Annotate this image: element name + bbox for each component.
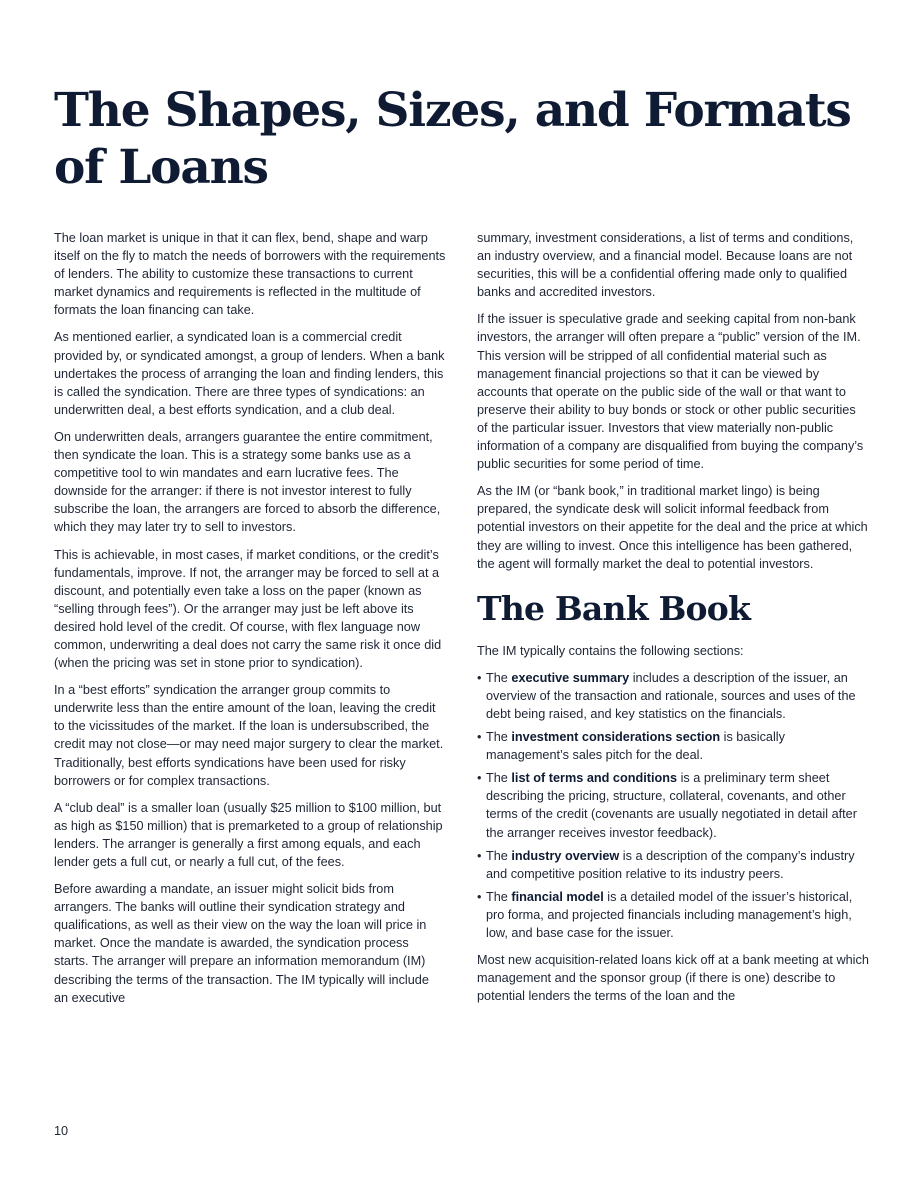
im-sections-list	[477, 669, 869, 942]
right-column	[477, 229, 869, 1014]
bullet-text: is a preliminary term sheet describing the pricing, structure, collateral, covenants, and other terms of the credit (covenants are usually negotiated in detail after the arranger receives investor feedback).	[486, 771, 857, 840]
list-item	[477, 888, 869, 942]
list-item	[477, 769, 869, 841]
body-paragraph: As mentioned earlier, a syndicated loan is a commercial credit provided by, or syndicated amongst, a group of lenders. When a bank undertakes the process of arranging the loan and finding lenders, this is called the syndication. There are three types of syndications: an underwritten deal, a best efforts syndication, and a club deal.	[54, 330, 445, 417]
body-paragraph: On underwritten deals, arrangers guarantee the entire commitment, then syndicate the loan. This is a strategy some banks use as a competitive tool to win mandates and earn lucrative fees. The downside for the arranger: if there is not investor interest to fully subscribe the loan, the arrangers are forced to absorb the difference, which they may later try to sell to investors.	[54, 429, 441, 535]
bullet-term: industry overview	[511, 848, 620, 863]
section-title: The Bank Book	[477, 588, 751, 628]
list-item	[477, 669, 869, 723]
bullet-term: list of terms and conditions	[511, 771, 678, 786]
section-intro: The IM typically contains the following sections:	[477, 643, 744, 658]
body-paragraph: This is achievable, in most cases, if market conditions, or the credit’s fundamentals, improve. If not, the arranger may be forced to sell at a discount, and potentially even take a loss on the paper (known as “selling through fees”). Or the arranger may just be left above its desired hold level of the credit. Of course, with flex language now common, underwriting a deal does not carry the same risk it once did (when the pricing was set in stone prior to syndication).	[54, 547, 442, 671]
left-column	[54, 229, 446, 1016]
bullet-term: investment considerations section	[511, 730, 721, 745]
bullet-term: executive summary	[511, 670, 630, 685]
body-paragraph: A “club deal” is a smaller loan (usually $25 million to $100 million, but as high as $150 million) that is premarketed to a group of relationship lenders. The arranger is generally a first among equals, and each lender gets a full cut, or nearly a full cut, of the fees.	[54, 800, 443, 869]
body-paragraph: summary, investment considerations, a list of terms and conditions, an industry overview, and a financial model. Because loans are not securities, this will be a confidential offering made only to qualified banks and accredited investors.	[477, 231, 854, 300]
bullet-text: is a description of the company’s industry and competitive position relative to its industry peers.	[486, 848, 855, 881]
body-paragraph: Most new acquisition-related loans kick off at a bank meeting at which management and the sponsor group (if there is one) describe to potential lenders the terms of the loan and the	[477, 953, 869, 1004]
bullet-text: includes a description of the issuer, an overview of the transaction and rationale, sources and uses of the debt being raised, and key statistics on the financials.	[486, 670, 856, 721]
body-paragraph: As the IM (or “bank book,” in traditional market lingo) is being prepared, the syndicate desk will solicit informal feedback from potential investors on their appetite for the deal and the price at which they are willing to invest. Once this intelligence has been gathered, the agent will formally market the deal to potential investors.	[477, 484, 868, 571]
list-item	[477, 728, 869, 764]
bullet-prefix: The	[486, 670, 512, 685]
bullet-text: is basically management’s sales pitch for the deal.	[486, 730, 785, 763]
body-paragraph: If the issuer is speculative grade and seeking capital from non-bank investors, the arranger will often prepare a “public” version of the IM. This version will be stripped of all confidential material such as management financial projections so that it can be viewed by accounts that operate on the public side of the wall or that want to preserve their ability to buy bonds or stock or other public securities of the particular issuer. Investors that view materially non-public information of a company are disqualified from buying the company’s public securities for some period of time.	[477, 312, 864, 472]
bullet-prefix: The	[486, 771, 512, 786]
bullet-prefix: The	[486, 848, 512, 863]
bullet-text: is a detailed model of the issuer’s historical, pro forma, and projected financials including management’s high, low, and base case for the issuer.	[486, 889, 853, 940]
list-item	[477, 847, 869, 883]
bullet-prefix: The	[486, 730, 512, 745]
body-paragraph: In a “best efforts” syndication the arranger group commits to underwrite less than the entire amount of the loan, leaving the credit to the vicissitudes of the market. If the loan is undersubscribed, the credit may not close—or may need major surgery to clear the market. Traditionally, best efforts syndications have been used for risky borrowers or for complex transactions.	[54, 683, 444, 788]
bullet-term: financial model	[511, 889, 604, 904]
page-title: The Shapes, Sizes, and Formats of Loans	[54, 83, 851, 195]
page-number: 10	[54, 1124, 69, 1138]
body-paragraph: The loan market is unique in that it can flex, bend, shape and warp itself on the fly to match the needs of borrowers with the requirements of lenders. The ability to customize these transactions to current market dynamics and requirements is reflected in the multitude of formats the loan financing can take.	[54, 231, 446, 318]
bullet-prefix: The	[486, 889, 512, 904]
body-paragraph: Before awarding a mandate, an issuer might solicit bids from arrangers. The banks will outline their syndication strategy and qualifications, as well as their view on the way the loan will price in market. Once the mandate is awarded, the syndication process starts. The arranger will prepare an information memorandum (IM) describing the terms of the transaction. The IM typically will include an executive	[54, 882, 429, 1005]
